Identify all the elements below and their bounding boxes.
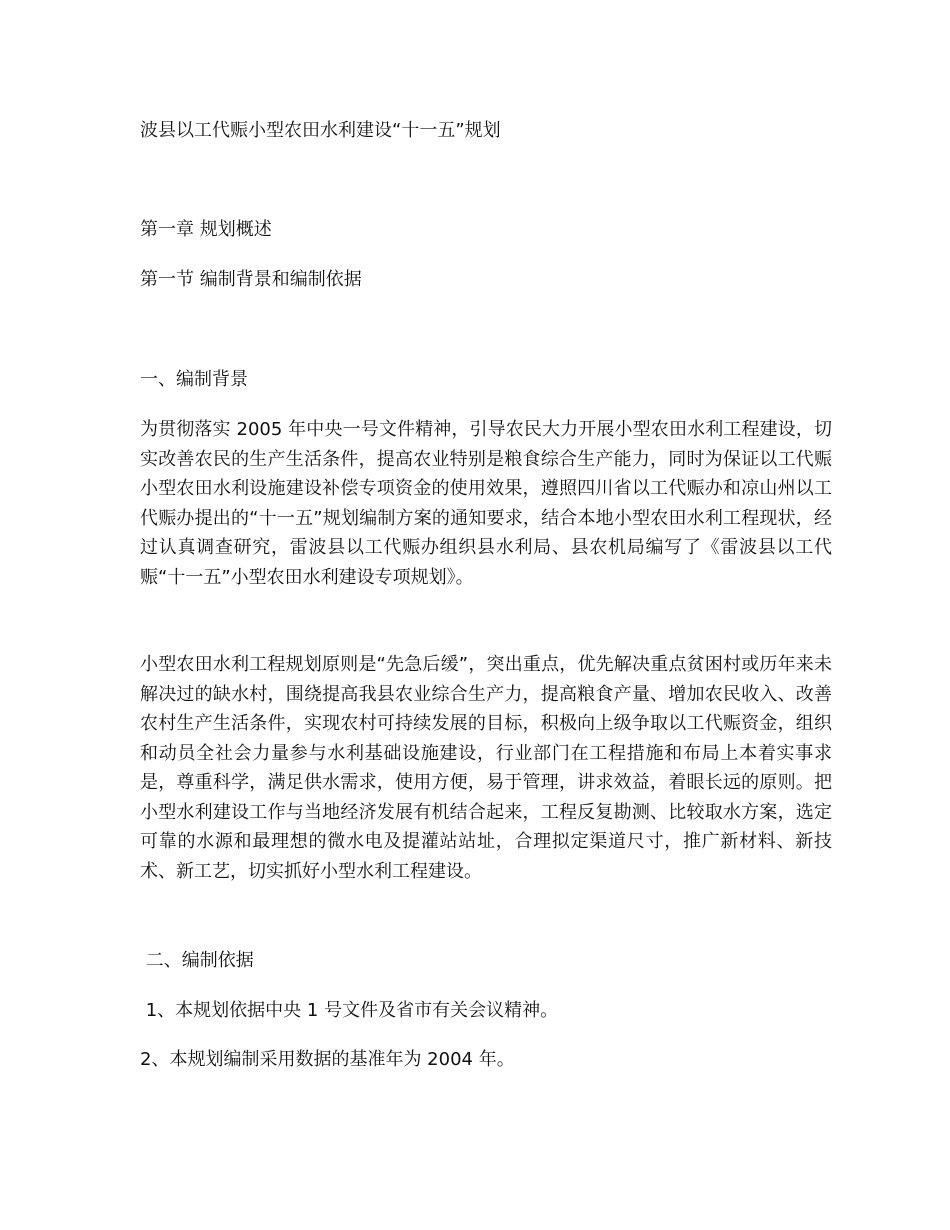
heading-background: 一、编制背景 <box>140 369 248 390</box>
heading-basis: 二、编制依据 <box>140 950 254 971</box>
paragraph-background: 为贯彻落实 2005 年中央一号文件精神，引导农民大力开展小型农田水利工程建设，切实改善农民的生产生活条件，提高农业特别是粮食综合生产能力，同时为保证以工代赈小型农田水利设施建设补偿专项资金的使用效果，遵照四川省以工代赈办和凉山州以工代赈办提出的“十一五”规划编制方案的通知要求，结合本地小型农田水利工程现状，经过认真调查研究，雷波县以工代赈办组织县水利局、县农机局编写了《雷波县以工代赈“十一五”小型农田水利建设专项规划》。 <box>140 419 832 588</box>
document-title: 波县以工代赈小型农田水利建设“十一五”规划 <box>140 120 501 141</box>
basis-item-2: 2、本规划编制采用数据的基准年为 2004 年。 <box>140 1049 515 1070</box>
chapter-heading: 第一章 规划概述 <box>140 219 272 240</box>
paragraph-principles: 小型农田水利工程规划原则是“先急后缓”，突出重点，优先解决重点贫困村或历年来未解决过的缺水村，围绕提高我县农业综合生产力，提高粮食产量、增加农民收入、改善农村生产生活条件，实现农村可持续发展的目标，积极向上级争取以工代赈资金，组织和动员全社会力量参与水利基础设施建设，行业部门在工程措施和布局上本着实事求是，尊重科学，满足供水需求，使用方便，易于管理，讲求效益，着眼长远的原则。把小型水利建设工作与当地经济发展有机结合起来，工程反复勘测、比较取水方案，选定可靠的水源和最理想的微水电及提灌站站址，合理拟定渠道尺寸，推广新材料、新技术、新工艺，切实抓好小型水利工程建设。 <box>140 654 832 882</box>
section-heading: 第一节 编制背景和编制依据 <box>140 269 362 290</box>
basis-item-1: 1、本规划依据中央 1 号文件及省市有关会议精神。 <box>140 1000 559 1021</box>
